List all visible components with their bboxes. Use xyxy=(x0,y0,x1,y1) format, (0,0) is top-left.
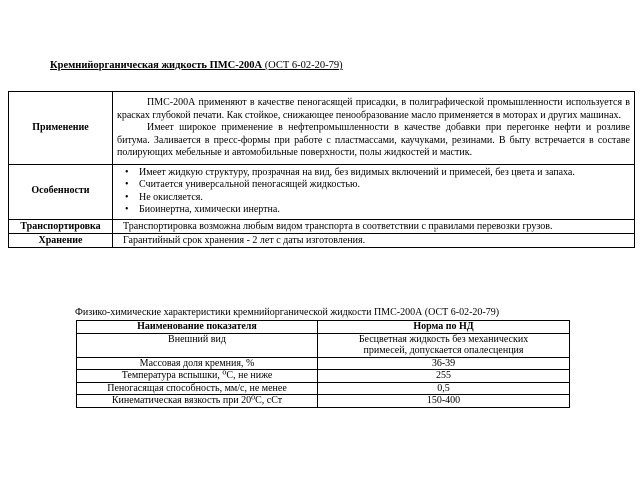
application-paragraph-2: Имеет широкое применение в нефтепромышленности в качестве добавки при перегонке нефти и розливе битума. Заливается в пресс-формы при работе с пластмассами, каучуками, резинами. В быту встречается в составе полирующих мебельные и автомобильные поверхности, полы жидкостей и мастик. xyxy=(117,122,630,158)
application-paragraph-1: ПМС-200А применяют в качестве пеногасящей присадки, в полиграфической промышленности используется в красках глубокой печати. Как стойкое, снижающее пенообразование масло применяется в моторах и других машинах. xyxy=(117,97,630,121)
document-title xyxy=(50,60,343,71)
parameter-name: Массовая доля кремния, % xyxy=(77,357,318,370)
transport-text: Транспортировка возможна любым видом транспорта в соответствии с правилами перевозки грузов. xyxy=(113,219,635,233)
table-row xyxy=(77,357,570,370)
table-row xyxy=(77,370,570,383)
label-transport: Транспортировка xyxy=(9,219,113,233)
features-list xyxy=(117,167,630,217)
application-text xyxy=(113,92,635,165)
table-row xyxy=(77,333,570,357)
parameter-value: 150-400 xyxy=(318,395,570,408)
table-row xyxy=(77,382,570,395)
feature-item: • Имеет жидкую структуру, прозрачная на вид, без видимых включений и примесей, без цвета и запаха. xyxy=(117,167,630,180)
parameter-name: Пеногасящая способность, мм/с, не менее xyxy=(77,382,318,395)
row-application xyxy=(9,92,635,165)
parameter-name: Температура вспышки, ⁰С, не ниже xyxy=(77,370,318,383)
storage-text: Гарантийный срок хранения - 2 лет с даты изготовления. xyxy=(113,233,635,247)
specs-header-row xyxy=(77,321,570,334)
features-list-cell xyxy=(113,164,635,219)
row-storage xyxy=(9,233,635,247)
label-storage: Хранение xyxy=(9,233,113,247)
specs-caption: Физико-химические характеристики кремнийорганической жидкости ПМС-200А (ОСТ 6-02-20-79) xyxy=(75,307,500,318)
title-standard: (ОСТ 6-02-20-79) xyxy=(262,60,343,71)
parameter-value: 36-39 xyxy=(318,357,570,370)
header-parameter: Наименование показателя xyxy=(77,321,318,334)
specs-table xyxy=(76,320,570,408)
parameter-value: 0,5 xyxy=(318,382,570,395)
parameter-name: Кинематическая вязкость при 20⁰С, сСт xyxy=(77,395,318,408)
parameter-name: Внешний вид xyxy=(77,333,318,357)
header-norm: Норма по НД xyxy=(318,321,570,334)
table-row xyxy=(77,395,570,408)
row-transport xyxy=(9,219,635,233)
label-application: Применение xyxy=(9,92,113,165)
row-features xyxy=(9,164,635,219)
feature-item: • Считается универсальной пеногасящей жидкостью. xyxy=(117,179,630,192)
feature-item: • Не окисляется. xyxy=(117,192,630,205)
label-features: Особенности xyxy=(9,164,113,219)
title-main: Кремнийорганическая жидкость ПМС-200А xyxy=(50,60,263,71)
parameter-value: Бесцветная жидкость без механических примесей, допускается опалесценция xyxy=(318,333,570,357)
description-table xyxy=(8,91,635,248)
parameter-value: 255 xyxy=(318,370,570,383)
feature-item: • Биоинертна, химически инертна. xyxy=(117,204,630,217)
